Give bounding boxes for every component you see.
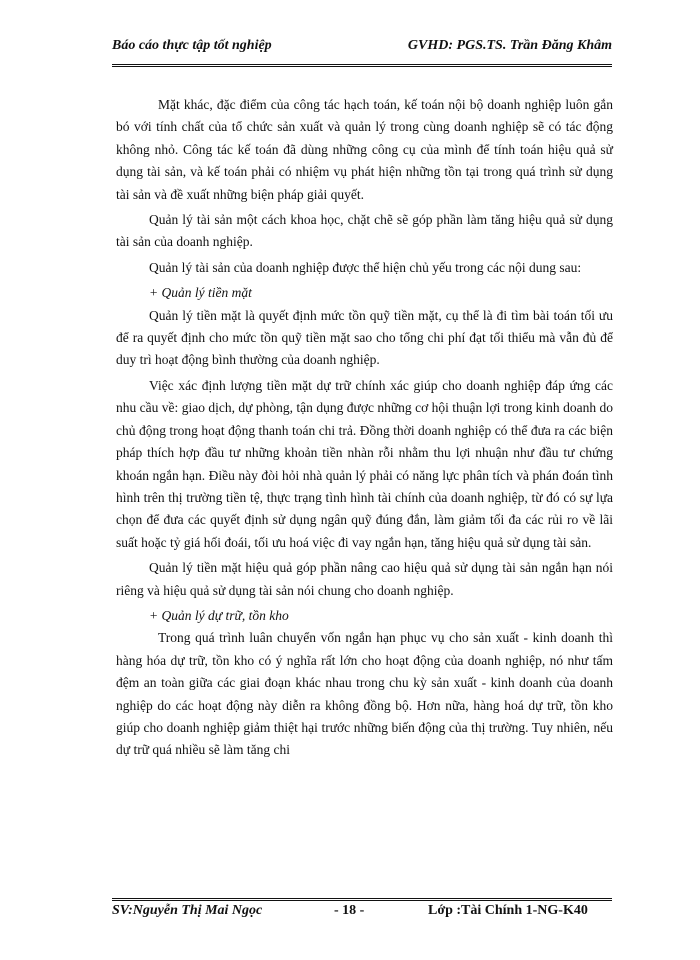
footer-rule <box>112 898 612 901</box>
report-title: Báo cáo thực tập tốt nghiệp <box>112 38 272 53</box>
supervisor-name: GVHD: PGS.TS. Trần Đăng Khâm <box>407 38 612 53</box>
paragraph: Trong quá trình luân chuyển vốn ngắn hạn phục vụ cho sản xuất - kinh doanh thì hàng hóa dự trữ, tồn kho có ý nghĩa rất lớn cho hoạt động của doanh nghiệp, nó như tấm đệm an toàn giữa các giai đoạn khác nhau trong chu kỳ sản xuất - kinh doanh của doanh nghiệp do các hoạt động này diễn ra không đồng bộ. Hơn nữa, hàng hoá dự trữ, tồn kho giúp cho doanh nghiệp giảm thiệt hại trước những biến động của thị trường. Tuy nhiên, nếu dự trữ quá nhiều sẽ làm tăng chi <box>116 630 613 758</box>
student-name: SV:Nguyễn Thị Mai Ngọc <box>112 903 263 918</box>
paragraph: Quản lý tiền mặt hiệu quả góp phần nâng cao hiệu quả sử dụng tài sản ngắn hạn nói riêng và hiệu quả sử dụng tài sản nói chung cho doanh nghiệp. <box>116 560 613 598</box>
paragraph: Mặt khác, đặc điểm của công tác hạch toán, kế toán nội bộ doanh nghiệp luôn gắn bó với tính chất của tổ chức sản xuất và quản lý trong cùng doanh nghiệp sẽ có tác động không nhỏ. Công tác kế toán đã dùng những công cụ của mình để tính toán hiệu quả sử dụng tài sản, và kế toán phải có nhiệm vụ phát hiện những tồn tại trong quá trình sử dụng tài sản và đề xuất những biện pháp giải quyết. <box>116 97 613 202</box>
class-name: Lớp :Tài Chính 1-NG-K40 <box>428 903 588 918</box>
header-rule <box>112 64 612 67</box>
paragraph: Quản lý tài sản một cách khoa học, chặt chẽ sẽ góp phần làm tăng hiệu quả sử dụng tài sản của doanh nghiệp. <box>116 212 613 250</box>
section-heading-cash: + Quản lý tiền mặt <box>149 285 252 301</box>
paragraph: Quản lý tài sản của doanh nghiệp được thể hiện chủ yếu trong các nội dung sau: <box>149 259 582 275</box>
section-heading-inventory: + Quản lý dự trữ, tồn kho <box>149 607 289 623</box>
paragraph: Quản lý tiền mặt là quyết định mức tồn quỹ tiền mặt, cụ thể là đi tìm bài toán tối ưu để ra quyết định cho mức tồn quỹ tiền mặt sao cho tổng chi phí đạt tối thiểu mà vẫn đủ để duy trì hoạt động bình thường của doanh nghiệp. <box>116 307 613 368</box>
paragraph: Việc xác định lượng tiền mặt dự trữ chính xác giúp cho doanh nghiệp đáp ứng các nhu cầu về: giao dịch, dự phòng, tận dụng được những cơ hội thuận lợi trong kinh doanh do chủ động trong hoạt động thanh toán chi trả. Đồng thời doanh nghiệp có thể đưa ra các biện pháp thích hợp đầu tư những khoản tiền nhàn rỗi nhằm thu lợi nhuận như đầu tư chứng khoán ngắn hạn. Điều này đòi hỏi nhà quản lý phải có năng lực phân tích và phán đoán tình hình trên thị trường tiền tệ, thực trạng tình hình tài chính của doanh nghiệp, từ đó có sự lựa chọn để đưa các quyết định sử dụng ngân quỹ đúng đắn, làm giảm tối đa các rủi ro về lãi suất hoặc tỷ giá hối đoái, tối ưu hoá việc đi vay ngắn hạn, tăng hiệu quả sử dụng tài sản. <box>116 377 613 550</box>
page-number: - 18 - <box>334 903 365 918</box>
page-body <box>116 94 613 765</box>
